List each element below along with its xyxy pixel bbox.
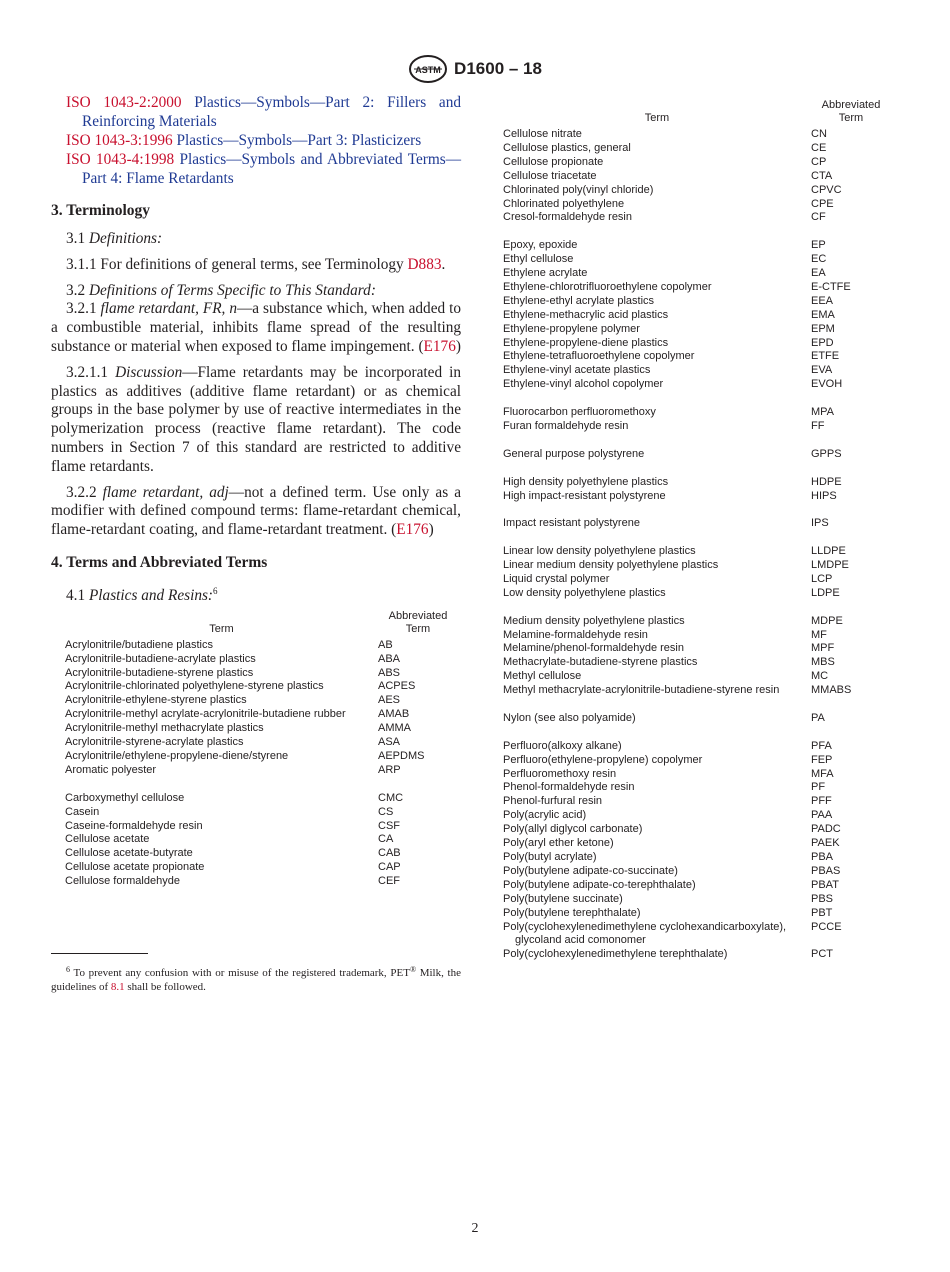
abbr-cell: CP: [811, 155, 827, 168]
abbr-cell: EA: [811, 267, 826, 280]
term-cell: Methyl cellulose: [503, 670, 582, 683]
term-cell: [503, 462, 811, 476]
abbr-cell: EVOH: [811, 378, 843, 391]
table-row: [503, 754, 891, 768]
table-row: [503, 573, 891, 587]
abbr-cell: FF: [811, 420, 825, 432]
term-cell: Poly(butylene terephthalate): [503, 906, 641, 919]
term-cell: [503, 698, 811, 712]
abbr-cell: EC: [811, 253, 827, 266]
table-row: [65, 820, 458, 834]
term-cell: [503, 601, 811, 615]
abbr-cell: [811, 462, 891, 476]
right-column: [503, 99, 895, 962]
table-row: [503, 684, 891, 698]
term-cell: Caseine-formaldehyde resin: [65, 819, 203, 832]
abbr-cell: EEA: [811, 294, 834, 307]
term-cell: Poly(cyclohexylenedimethylene terephthalate): [503, 948, 728, 961]
abbr-cell: PADC: [811, 823, 841, 836]
table-row: [503, 211, 891, 225]
term-cell: Acrylonitrile-butadiene-acrylate plastics: [65, 652, 256, 665]
footnote-ref[interactable]: 6: [213, 585, 218, 596]
para-3-1-1: 3.1.1 For definitions of general terms, see Terminology D883.: [66, 255, 446, 273]
abbr-cell: ETFE: [811, 350, 840, 363]
table-row: [65, 750, 458, 764]
term-cell: Cellulose nitrate: [503, 128, 582, 140]
table-row: [503, 642, 891, 656]
reference-title[interactable]: Plastics—Symbols—Part 2: Fillers and Reinforcing Materials: [82, 94, 462, 130]
abbr-cell: [378, 778, 458, 792]
abbr-cell: ABA: [378, 652, 401, 665]
term-cell: Poly(acrylic acid): [503, 809, 587, 822]
table-row: [503, 434, 891, 448]
abbr-cell: ACPES: [378, 680, 416, 693]
term-cell: [65, 778, 378, 792]
term-cell: Acrylonitrile-methyl acrylate-acrylonitrile-butadiene rubber: [65, 708, 346, 721]
term-cell: Ethylene-vinyl alcohol copolymer: [503, 378, 664, 391]
term-cell: Poly(butyl acrylate): [503, 850, 597, 863]
term-cell: Perfluoromethoxy resin: [503, 767, 617, 780]
link-e176[interactable]: E176: [396, 521, 429, 539]
abbr-cell: PAEK: [811, 837, 840, 850]
abbr-cell: ARP: [378, 763, 401, 776]
para-3-1: 3.1 Definitions:: [66, 230, 163, 247]
table-row: [65, 694, 458, 708]
table-row: [65, 680, 458, 694]
term-cell: Chlorinated poly(vinyl chloride): [503, 183, 654, 196]
table-row: [503, 448, 891, 462]
table-row: [503, 837, 891, 851]
term-cell: [503, 434, 811, 448]
column-header-abbr: Abbreviated Term: [388, 609, 448, 635]
table-row: [65, 847, 458, 861]
table-row: [503, 670, 891, 684]
reference-item: [51, 150, 461, 188]
table-row: [65, 875, 458, 889]
footnote: $^6$ To prevent any confusion with or misuse of the registered trademark, PET® Milk, the guidelines of 8.1 shall be followed.: [51, 965, 461, 993]
term-cell: Nylon (see also polyamide): [503, 711, 636, 724]
table-row: [65, 833, 458, 847]
term-cell: Ethylene-chlorotrifluoroethylene copolymer: [503, 280, 712, 293]
abbr-cell: PCT: [811, 948, 833, 961]
term-cell: Cellulose formaldehyde: [65, 875, 180, 888]
abbr-cell: PFF: [811, 795, 832, 808]
term-cell: Ethylene-tetrafluoroethylene copolymer: [503, 350, 695, 363]
para-3-2: 3.2 Definitions of Terms Specific to This Standard:: [66, 281, 376, 299]
table-row: [503, 225, 891, 239]
table-row: [65, 778, 458, 792]
term-cell: Ethyl cellulose: [503, 253, 574, 266]
table-row: [503, 364, 891, 378]
abbr-cell: PCCE: [811, 920, 842, 933]
abbr-cell: PFA: [811, 739, 832, 752]
term-cell: Low density polyethylene plastics: [503, 586, 666, 599]
abbr-cell: AMMA: [378, 722, 411, 735]
para-3-2-2: 3.2.2 flame retardant, adj—not a defined term. Use only as a modifier with defined compound terms: flame-retardant chemical, flame-retardant coating, and flame-retardant treatment. (E176): [51, 483, 461, 539]
term-cell: Poly(aryl ether ketone): [503, 837, 614, 850]
table-row: [503, 768, 891, 782]
abbr-cell: EPD: [811, 336, 834, 349]
term-cell: Acrylonitrile-ethylene-styrene plastics: [65, 694, 247, 707]
table-row: [503, 406, 891, 420]
abbr-cell: LDPE: [811, 586, 840, 599]
term-cell: Methacrylate-butadiene-styrene plastics: [503, 656, 698, 669]
table-row: [503, 809, 891, 823]
abbr-cell: PBAT: [811, 878, 839, 891]
abbr-cell: MDPE: [811, 614, 843, 627]
table-row: [65, 861, 458, 875]
abbr-cell: CF: [811, 211, 826, 224]
term-cell: Impact resistant polystyrene: [503, 517, 640, 530]
abbr-cell: PBT: [811, 906, 833, 919]
abbr-cell: CPE: [811, 197, 834, 210]
abbr-cell: PAA: [811, 809, 833, 822]
column-header-term: Term: [209, 622, 234, 635]
term-cell: Cellulose plastics, general: [503, 141, 631, 154]
abbr-cell: HDPE: [811, 475, 842, 488]
term-cell: Ethylene-propylene polymer: [503, 322, 640, 335]
table-row: [65, 708, 458, 722]
abbr-cell: MPA: [811, 406, 835, 419]
abbr-cell: [811, 698, 891, 712]
abbr-cell: HIPS: [811, 489, 837, 502]
term-cell: Cresol-formaldehyde resin: [503, 211, 632, 224]
table-row: [503, 517, 891, 531]
terms-table-left: [65, 610, 458, 889]
table-row: [503, 350, 891, 364]
abbr-cell: AES: [378, 694, 401, 707]
term-cell: Linear medium density polyethylene plastics: [503, 559, 719, 571]
table-row: [65, 764, 458, 778]
term-cell: Liquid crystal polymer: [503, 572, 610, 585]
abbr-cell: [811, 601, 891, 615]
term-cell: [503, 225, 811, 239]
abbr-cell: MPF: [811, 642, 835, 655]
reference-code[interactable]: ISO 1043-2:2000: [66, 94, 182, 111]
table-row: [503, 309, 891, 323]
table-row: [503, 253, 891, 267]
table-row: [503, 559, 891, 573]
table-row: [503, 503, 891, 517]
term-cell: Ethylene-ethyl acrylate plastics: [503, 294, 655, 307]
term-cell: Ethylene-vinyl acetate plastics: [503, 364, 651, 377]
term-cell: [503, 392, 811, 406]
abbr-cell: CMC: [378, 791, 404, 804]
abbr-cell: AB: [378, 638, 393, 651]
table-row: [503, 948, 891, 962]
terms-table-right: [503, 99, 891, 962]
table-row: [503, 921, 891, 949]
abbr-cell: PF: [811, 781, 826, 794]
term-cell: Acrylonitrile/ethylene-propylene-diene/styrene: [65, 750, 289, 762]
table-row: [503, 851, 891, 865]
logo-text: ASTM: [415, 65, 441, 75]
abbr-cell: AMAB: [378, 708, 410, 721]
abbr-cell: CPVC: [811, 183, 842, 196]
term-cell: Acrylonitrile-chlorinated polyethylene-styrene plastics: [65, 680, 324, 693]
abbr-cell: ABS: [378, 666, 401, 679]
table-row: [503, 656, 891, 670]
term-cell: Phenol-formaldehyde resin: [503, 781, 635, 794]
abbr-cell: PA: [811, 711, 825, 724]
table-row: [503, 531, 891, 545]
abbr-cell: [811, 503, 891, 517]
table-row: [503, 476, 891, 490]
term-cell: Ethylene-propylene-diene plastics: [503, 336, 669, 349]
table-row: [503, 490, 891, 504]
abbr-cell: CEF: [378, 875, 400, 888]
term-cell: Cellulose acetate-butyrate: [65, 847, 193, 860]
table-row: [503, 295, 891, 309]
term-cell: Poly(butylene adipate-co-terephthalate): [503, 878, 696, 891]
abbr-cell: [811, 726, 891, 740]
table-row: [503, 907, 891, 921]
abbr-cell: [811, 531, 891, 545]
table-row: [503, 545, 891, 559]
table-row: [503, 142, 891, 156]
table-row: [503, 281, 891, 295]
table-row: [503, 615, 891, 629]
abbr-cell: [811, 392, 891, 406]
abbr-cell: ASA: [378, 736, 401, 749]
abbr-cell: LMDPE: [811, 559, 849, 571]
term-cell: [503, 726, 811, 740]
table-row: [503, 198, 891, 212]
table-row: [503, 795, 891, 809]
term-cell: Linear low density polyethylene plastics: [503, 545, 696, 558]
table-row: [503, 879, 891, 893]
reference-item: [51, 131, 461, 150]
term-cell: Acrylonitrile-butadiene-styrene plastics: [65, 666, 254, 679]
table-row: [503, 629, 891, 643]
abbr-cell: MBS: [811, 656, 835, 669]
abbr-cell: LCP: [811, 572, 833, 585]
term-cell: Chlorinated polyethylene: [503, 197, 625, 210]
term-cell: Methyl methacrylate-acrylonitrile-butadiene-styrene resin: [503, 684, 780, 697]
abbr-cell: PBA: [811, 850, 834, 863]
para-3-2-1-1: 3.2.1.1 Discussion—Flame retardants may be incorporated in plastics as additives (additive flame retardant) or as chemical groups in the base polymer by use of reactive intermediates in the polymerization process (reactive flame retardant). The code numbers in Section 7 of this standard are restricted to additive flame retardants.: [51, 363, 461, 475]
term-cell: Ethylene acrylate: [503, 267, 588, 280]
abbr-cell: CAP: [378, 861, 401, 874]
link-d883[interactable]: D883: [407, 255, 442, 273]
table-row: [503, 184, 891, 198]
table-row: [503, 726, 891, 740]
term-cell: Cellulose acetate propionate: [65, 861, 205, 874]
term-cell: Furan formaldehyde resin: [503, 420, 629, 432]
abbr-cell: CAB: [378, 847, 401, 860]
term-cell: Perfluoro(ethylene-propylene) copolymer: [503, 753, 703, 766]
term-cell: Poly(allyl diglycol carbonate): [503, 823, 643, 836]
table-row: [503, 462, 891, 476]
para-4-1: 4.1 Plastics and Resins:$^6$: [66, 585, 218, 604]
link-8-1[interactable]: 8.1: [110, 981, 125, 993]
column-header-abbr: Abbreviated Term: [821, 99, 881, 124]
table-row: [503, 392, 891, 406]
reference-title[interactable]: Plastics—Symbols and Abbreviated Terms—Part 4: Flame Retardants: [82, 151, 461, 187]
term-cell: Fluorocarbon perfluoromethoxy: [503, 406, 656, 419]
table-row: [503, 323, 891, 337]
abbr-cell: PBAS: [811, 864, 841, 877]
abbr-cell: E-CTFE: [811, 280, 851, 293]
term-cell: Cellulose acetate: [65, 833, 150, 846]
para-3-2-1: 3.2.1 flame retardant, FR, n—a substance which, when added to a combustible material, inhibits flame spread of the resulting substance or material when exposed to flame impingement. (E176): [51, 300, 461, 355]
left-column: [51, 93, 461, 889]
table-row: [503, 781, 891, 795]
table-row: [503, 337, 891, 351]
table-row: [65, 736, 458, 750]
term-cell: High impact-resistant polystyrene: [503, 489, 666, 502]
term-cell: Ethylene-methacrylic acid plastics: [503, 308, 669, 321]
reference-code[interactable]: ISO 1043-4:1998: [66, 151, 175, 168]
abbr-cell: LLDPE: [811, 545, 846, 558]
column-header-term: Term: [644, 112, 670, 124]
table-row: [503, 712, 891, 726]
term-cell: Perfluoro(alkoxy alkane): [503, 739, 622, 752]
term-cell: Acrylonitrile-methyl methacrylate plastics: [65, 722, 264, 735]
table-row: [65, 639, 458, 653]
table-row: [503, 740, 891, 754]
section-4-heading: 4. Terms and Abbreviated Terms: [51, 553, 268, 571]
table-row: [503, 378, 891, 392]
abbr-cell: CN: [811, 128, 827, 140]
abbr-cell: AEPDMS: [378, 750, 425, 762]
abbr-cell: MF: [811, 628, 827, 641]
term-cell: Acrylonitrile/butadiene plastics: [65, 638, 213, 651]
table-row: [503, 128, 891, 142]
reference-title[interactable]: Plastics—Symbols—Part 3: Plasticizers: [176, 132, 422, 149]
term-cell: High density polyethylene plastics: [503, 475, 669, 488]
abbr-cell: CA: [378, 833, 394, 846]
term-cell: Aromatic polyester: [65, 763, 157, 776]
link-e176[interactable]: E176: [423, 337, 456, 355]
term-cell: Cellulose propionate: [503, 155, 604, 168]
table-row: [65, 722, 458, 736]
abbr-cell: GPPS: [811, 447, 842, 460]
table-row: [503, 698, 891, 712]
table-row: [503, 893, 891, 907]
abbr-cell: CS: [378, 805, 394, 818]
abbr-cell: IPS: [811, 517, 829, 530]
abbr-cell: EVA: [811, 364, 833, 377]
abbr-cell: [811, 225, 891, 239]
reference-list: [51, 93, 461, 188]
abbr-cell: CTA: [811, 169, 833, 182]
term-cell: Melamine-formaldehyde resin: [503, 628, 648, 641]
table-row: [65, 653, 458, 667]
abbr-cell: FEP: [811, 753, 833, 766]
page-header: [0, 54, 950, 84]
term-cell: Poly(butylene adipate-co-succinate): [503, 864, 678, 877]
table-row: [503, 420, 891, 434]
term-cell: Medium density polyethylene plastics: [503, 614, 685, 627]
term-cell: Carboxymethyl cellulose: [65, 791, 185, 804]
term-cell: Casein: [65, 805, 100, 818]
page-number: 2: [471, 1221, 479, 1236]
abbr-cell: EMA: [811, 308, 835, 321]
section-3-heading: 3. Terminology: [51, 202, 151, 219]
table-row: [503, 267, 891, 281]
table-row: [65, 806, 458, 820]
term-cell: [503, 503, 811, 517]
abbr-cell: MC: [811, 670, 829, 683]
abbr-cell: MMABS: [811, 684, 852, 697]
footnote-rule: [51, 953, 148, 954]
abbr-cell: [811, 434, 891, 448]
abbr-cell: PBS: [811, 892, 834, 905]
table-row: [65, 667, 458, 681]
document-designation: D1600 – 18: [454, 59, 542, 78]
abbr-cell: CSF: [378, 819, 400, 832]
term-cell: Melamine/phenol-formaldehyde resin: [503, 642, 684, 655]
astm-logo-icon: [408, 54, 448, 84]
table-row: [503, 865, 891, 879]
table-row: [503, 587, 891, 601]
term-cell: Epoxy, epoxide: [503, 239, 578, 252]
term-cell: Acrylonitrile-styrene-acrylate plastics: [65, 736, 244, 749]
abbr-cell: EPM: [811, 322, 835, 335]
table-row: [503, 239, 891, 253]
table-row: [503, 156, 891, 170]
table-row: [503, 823, 891, 837]
term-cell: Cellulose triacetate: [503, 169, 597, 182]
term-cell: Poly(cyclohexylenedimethylene cyclohexandicarboxylate), glycoland acid comonomer: [503, 920, 787, 947]
abbr-cell: MFA: [811, 767, 834, 780]
term-cell: Phenol-furfural resin: [503, 795, 603, 808]
table-row: [503, 170, 891, 184]
reference-item: [51, 93, 461, 131]
table-row: [65, 792, 458, 806]
abbr-cell: CE: [811, 141, 827, 154]
term-cell: [503, 531, 811, 545]
term-cell: Poly(butylene succinate): [503, 892, 623, 905]
abbr-cell: EP: [811, 239, 826, 252]
table-row: [503, 601, 891, 615]
term-cell: General purpose polystyrene: [503, 447, 645, 460]
reference-code[interactable]: ISO 1043-3:1996: [66, 132, 173, 149]
